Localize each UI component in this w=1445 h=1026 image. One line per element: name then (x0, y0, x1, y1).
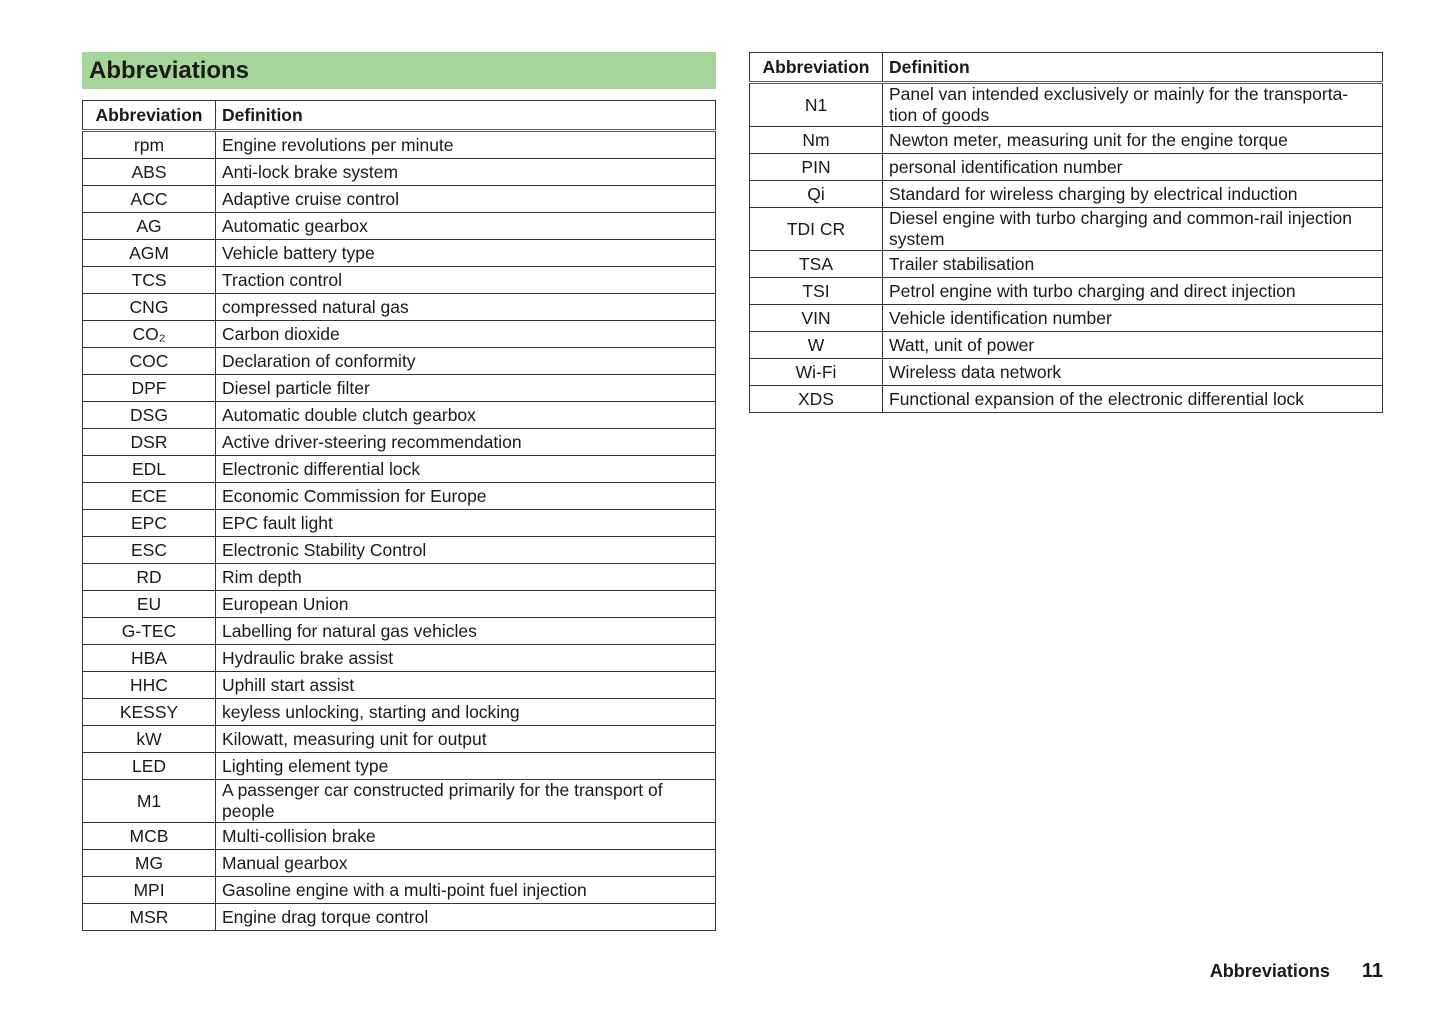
table-row (83, 591, 716, 618)
table-row (83, 904, 716, 931)
abbreviation-cell: ESC (83, 537, 216, 564)
definition-cell: Economic Commission for Europe (216, 483, 716, 510)
definition-cell: Labelling for natural gas vehicles (216, 618, 716, 645)
abbreviation-cell: Wi-Fi (750, 359, 883, 386)
definition-cell: Traction control (216, 267, 716, 294)
abbreviation-cell: N1 (750, 83, 883, 127)
table-row (83, 240, 716, 267)
table-row (83, 321, 716, 348)
table-row (83, 564, 716, 591)
definition-cell: Petrol engine with turbo charging and direct injection (883, 278, 1383, 305)
abbreviation-cell: TDI CR (750, 208, 883, 251)
abbreviation-cell: TSA (750, 251, 883, 278)
table-row (83, 537, 716, 564)
table-row (83, 780, 716, 823)
definition-cell: keyless unlocking, starting and locking (216, 699, 716, 726)
abbreviation-cell: VIN (750, 305, 883, 332)
definition-cell: Electronic differential lock (216, 456, 716, 483)
abbreviation-cell: Qi (750, 181, 883, 208)
table-row (83, 294, 716, 321)
table-row (83, 429, 716, 456)
header-definition: Definition (883, 53, 1383, 83)
definition-cell: Uphill start assist (216, 672, 716, 699)
abbreviation-cell: TSI (750, 278, 883, 305)
definition-cell: Anti-lock brake system (216, 159, 716, 186)
abbreviation-cell: LED (83, 753, 216, 780)
definition-cell: European Union (216, 591, 716, 618)
definition-cell: Declaration of conformity (216, 348, 716, 375)
table-row (750, 359, 1383, 386)
table-row (83, 823, 716, 850)
abbreviation-cell: DSR (83, 429, 216, 456)
section-title: Abbreviations (82, 52, 716, 89)
definition-cell: Standard for wireless charging by electrical induction (883, 181, 1383, 208)
table-row (83, 726, 716, 753)
footer-section: Abbreviations (1209, 961, 1330, 981)
definition-cell: Kilowatt, measuring unit for output (216, 726, 716, 753)
table-row (83, 456, 716, 483)
table-row (750, 154, 1383, 181)
table-row (83, 402, 716, 429)
table-row (83, 510, 716, 537)
table-row (83, 348, 716, 375)
abbreviation-cell: DPF (83, 375, 216, 402)
abbreviation-cell: ABS (83, 159, 216, 186)
definition-cell: Vehicle identification number (883, 305, 1383, 332)
table-row (750, 208, 1383, 251)
table-row (750, 181, 1383, 208)
table-row (750, 332, 1383, 359)
table-row (750, 278, 1383, 305)
table-row (750, 251, 1383, 278)
abbreviation-cell: ECE (83, 483, 216, 510)
abbreviation-cell: MG (83, 850, 216, 877)
table-row (83, 645, 716, 672)
definition-cell: Wireless data network (883, 359, 1383, 386)
header-abbreviation: Abbreviation (750, 53, 883, 83)
page-footer (1210, 960, 1383, 983)
abbreviation-cell: W (750, 332, 883, 359)
abbreviation-cell: CO₂ (83, 321, 216, 348)
abbreviation-cell: XDS (750, 386, 883, 413)
header-abbreviation: Abbreviation (83, 101, 216, 131)
abbreviation-cell: EU (83, 591, 216, 618)
table-row (83, 375, 716, 402)
table-row (83, 186, 716, 213)
table-row (83, 483, 716, 510)
definition-cell: Functional expansion of the electronic differential lock (883, 386, 1383, 413)
abbreviation-cell: rpm (83, 131, 216, 159)
abbreviation-cell: TCS (83, 267, 216, 294)
definition-cell: Active driver-steering recommendation (216, 429, 716, 456)
abbreviation-cell: PIN (750, 154, 883, 181)
abbreviation-cell: RD (83, 564, 216, 591)
abbreviation-cell: Nm (750, 127, 883, 154)
abbreviation-cell: kW (83, 726, 216, 753)
table-row (750, 305, 1383, 332)
abbreviation-cell: HHC (83, 672, 216, 699)
abbreviations-table-left (82, 100, 716, 931)
table-header-row (750, 53, 1383, 83)
definition-cell: personal identification number (883, 154, 1383, 181)
abbreviation-cell: M1 (83, 780, 216, 823)
definition-cell: Automatic double clutch gearbox (216, 402, 716, 429)
table-row (83, 618, 716, 645)
table-row (750, 83, 1383, 127)
definition-cell: compressed natural gas (216, 294, 716, 321)
definition-cell: Carbon dioxide (216, 321, 716, 348)
table-row (83, 131, 716, 159)
definition-cell: Vehicle battery type (216, 240, 716, 267)
definition-cell: Automatic gearbox (216, 213, 716, 240)
table-row (83, 267, 716, 294)
definition-cell: Gasoline engine with a multi-point fuel injection (216, 877, 716, 904)
definition-cell: Multi-collision brake (216, 823, 716, 850)
table-row (83, 672, 716, 699)
definition-cell: Newton meter, measuring unit for the engine torque (883, 127, 1383, 154)
abbreviation-cell: AG (83, 213, 216, 240)
definition-cell: EPC fault light (216, 510, 716, 537)
page-number: 11 (1361, 960, 1383, 982)
definition-cell: Hydraulic brake assist (216, 645, 716, 672)
table-row (83, 850, 716, 877)
abbreviations-table-right (749, 52, 1383, 413)
definition-cell: Watt, unit of power (883, 332, 1383, 359)
abbreviation-cell: G-TEC (83, 618, 216, 645)
abbreviation-cell: MSR (83, 904, 216, 931)
definition-cell: Rim depth (216, 564, 716, 591)
table-row (750, 127, 1383, 154)
definition-cell: Engine drag torque control (216, 904, 716, 931)
abbreviation-cell: COC (83, 348, 216, 375)
abbreviation-cell: EDL (83, 456, 216, 483)
definition-cell: Diesel particle filter (216, 375, 716, 402)
abbreviation-cell: MCB (83, 823, 216, 850)
abbreviation-cell: MPI (83, 877, 216, 904)
definition-cell: Manual gearbox (216, 850, 716, 877)
table-row (83, 877, 716, 904)
definition-cell: Adaptive cruise control (216, 186, 716, 213)
abbreviation-cell: AGM (83, 240, 216, 267)
table-row (750, 386, 1383, 413)
abbreviation-cell: KESSY (83, 699, 216, 726)
definition-cell: Panel van intended exclusively or mainly for the transporta-tion of goods (883, 83, 1383, 127)
definition-cell: Diesel engine with turbo charging and common-rail injection system (883, 208, 1383, 251)
abbreviation-cell: DSG (83, 402, 216, 429)
table-row (83, 699, 716, 726)
definition-cell: Electronic Stability Control (216, 537, 716, 564)
abbreviation-cell: EPC (83, 510, 216, 537)
abbreviation-cell: CNG (83, 294, 216, 321)
abbreviation-cell: ACC (83, 186, 216, 213)
abbreviation-cell: HBA (83, 645, 216, 672)
table-row (83, 213, 716, 240)
definition-cell: Engine revolutions per minute (216, 131, 716, 159)
header-definition: Definition (216, 101, 716, 131)
definition-cell: A passenger car constructed primarily for the transport of people (216, 780, 716, 823)
table-row (83, 159, 716, 186)
table-header-row (83, 101, 716, 131)
table-row (83, 753, 716, 780)
definition-cell: Trailer stabilisation (883, 251, 1383, 278)
definition-cell: Lighting element type (216, 753, 716, 780)
